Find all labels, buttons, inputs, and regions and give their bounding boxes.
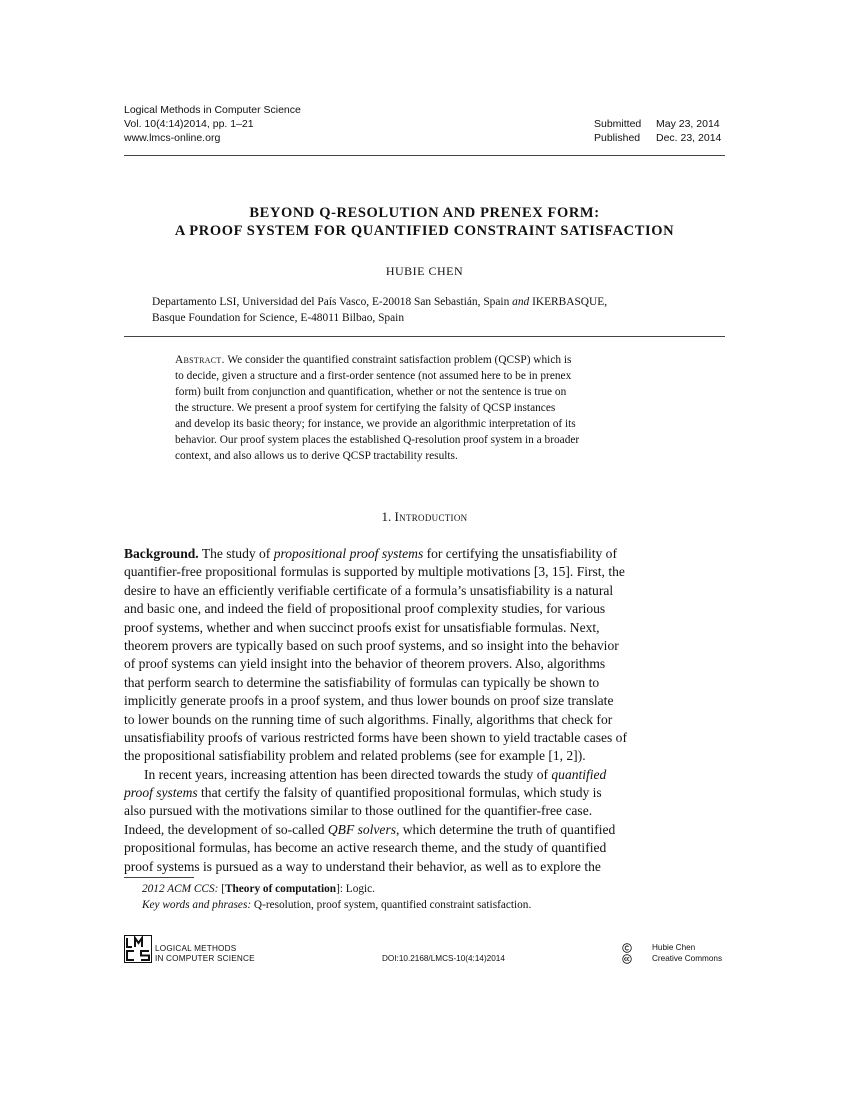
creative-commons-icon (622, 954, 632, 964)
abstract-line: and develop its basic theory; for instance, we provide an algorithmic interpretation of its (175, 418, 576, 430)
body-text (124, 545, 627, 876)
doi[interactable]: DOI:10.2168/LMCS-10(4:14)2014 (382, 954, 505, 963)
abstract (175, 352, 729, 464)
abstract-line: to decide, given a structure and a first-order sentence (not assumed here to be in prenex (175, 370, 572, 382)
paragraph-line: quantifier-free propositional formulas is supported by multiple motivations [3, 15]. First, the (124, 564, 625, 580)
ccs-category: Theory of computation (224, 883, 337, 895)
paragraph-line: desire to have an efficiently verifiable certificate of a formula’s unsatisfiability is a natural (124, 582, 614, 598)
abstract-line: behavior. Our proof system places the established Q-resolution proof system in a broader (175, 434, 580, 446)
copyright-holder: Hubie Chen (652, 943, 696, 952)
paragraph-line: of proof systems can yield insight into the behavior of theorem provers. Also, algorithms (124, 656, 606, 672)
abstract-line: We consider the quantified constraint satisfaction problem (QCSP) which is (224, 354, 572, 366)
paragraph-line: theorem provers are typically based on such proof systems, and so insight into the behavior (124, 637, 619, 653)
publication-dates (594, 117, 721, 145)
paragraph-line: that perform search to determine the satisfiability of formulas can typically be shown to (124, 674, 600, 690)
section-heading (124, 509, 725, 525)
paragraph-line: unsatisfiability proofs of various restricted forms have been shown to yield tractable cases of (124, 729, 627, 745)
published-date: Dec. 23, 2014 (656, 132, 722, 144)
copyright-icon (622, 943, 632, 953)
paragraph-line (124, 784, 627, 802)
emphasis: propositional proof systems (273, 546, 424, 561)
paragraph-line: also pursued with the motivations similar to those outlined for the quantifier-free case. (124, 803, 593, 819)
paragraph-heading: Background. (124, 546, 199, 561)
text-run: for certifying the unsatisfiability of (423, 546, 617, 561)
paragraph-line (124, 545, 627, 563)
author-name: HUBIE CHEN (385, 264, 464, 278)
ccs-label: 2012 ACM CCS: (142, 883, 219, 895)
journal-header (124, 103, 301, 145)
abstract-line: form) built from conjunction and quantification, whether or not the sentence is true on (175, 386, 567, 398)
section-number: 1. (381, 509, 392, 524)
affiliation-and: and (512, 296, 530, 308)
text-run: The study of (198, 546, 274, 561)
emphasis: quantified (551, 766, 607, 782)
text-run: Indeed, the development of so-called (124, 821, 328, 837)
ccs-rest: : Logic. (339, 883, 375, 895)
paragraph-line: propositional formulas, has become an active research theme, and the study of quantified (124, 840, 607, 856)
title-rule (124, 336, 725, 337)
journal-website[interactable]: www.lmcs-online.org (124, 132, 221, 144)
logo-text (155, 944, 255, 964)
abstract-label: Abstract. (175, 354, 225, 366)
paragraph-line: and basic one, and indeed the field of propositional proof complexity studies, for various (124, 601, 606, 617)
title-line-2: A PROOF SYSTEM FOR QUANTIFIED CONSTRAINT SATISFACTION (174, 223, 675, 239)
footnote-rule (124, 877, 194, 878)
abstract-line: the structure. We present a proof system for certifying the falsity of QCSP instances (175, 402, 556, 414)
emphasis: QBF solvers (327, 821, 396, 837)
abstract-line: context, and also allows us to derive QCSP tractability results. (175, 450, 458, 462)
affiliation-text-end: IKERBASQUE, (529, 296, 608, 308)
license-name: Creative Commons (652, 953, 723, 963)
paragraph-line (124, 766, 627, 784)
section-title: Introduction (394, 509, 468, 524)
paper-title (124, 204, 725, 240)
affiliation-text: Departamento LSI, Universidad del País Vasco, E-20018 San Sebastián, Spain (152, 296, 513, 308)
paragraph-line: the propositional satisfiability problem and related problems (see for example [1, 2]). (124, 748, 586, 764)
keywords-label: Key words and phrases: (142, 899, 252, 911)
paragraph-line (124, 821, 627, 839)
affiliation (152, 294, 732, 326)
header-rule (124, 155, 725, 156)
published-label: Published (594, 132, 641, 144)
license-block (622, 943, 722, 964)
title-line-1: BEYOND Q-RESOLUTION AND PRENEX FORM: (249, 205, 600, 221)
text-run: , which determine the truth of quantified (396, 821, 616, 837)
text-run: that certify the falsity of quantified propositional formulas, which study is (197, 785, 602, 801)
text-run: In recent years, increasing attention has been directed towards the study of (144, 766, 552, 782)
submitted-date: May 23, 2014 (656, 118, 720, 130)
keywords-text: Q-resolution, proof system, quantified constraint satisfaction. (251, 899, 532, 911)
paragraph-line: implicitly generate proofs in a proof system, and thus lower bounds on proof size translate (124, 693, 614, 709)
journal-volume: Vol. 10(4:14)2014, pp. 1–21 (124, 118, 254, 130)
paragraph-line: proof systems is pursued as a way to understand their behavior, as well as to explore the (124, 858, 601, 874)
logo-line-2: IN COMPUTER SCIENCE (155, 954, 255, 963)
affiliation-line-2: Basque Foundation for Science, E-48011 Bilbao, Spain (152, 312, 405, 324)
footnote: 2012 ACM CCS: [Theory of computation]: Logic. Key words and phrases: Q-resolution, proof system, quantified constraint satisfaction. (142, 883, 532, 911)
paragraph-line: proof systems, whether and when succinct proofs exist for unsatisfiable formulas. Next, (124, 619, 600, 635)
emphasis: proof systems (124, 785, 198, 801)
lmcs-logo-icon (124, 935, 152, 963)
journal-name: Logical Methods in Computer Science (124, 104, 301, 116)
paragraph-line: to lower bounds on the running time of such algorithms. Finally, algorithms that check for (124, 711, 613, 727)
logo-line-1: LOGICAL METHODS (155, 944, 237, 953)
submitted-label: Submitted (594, 118, 642, 130)
